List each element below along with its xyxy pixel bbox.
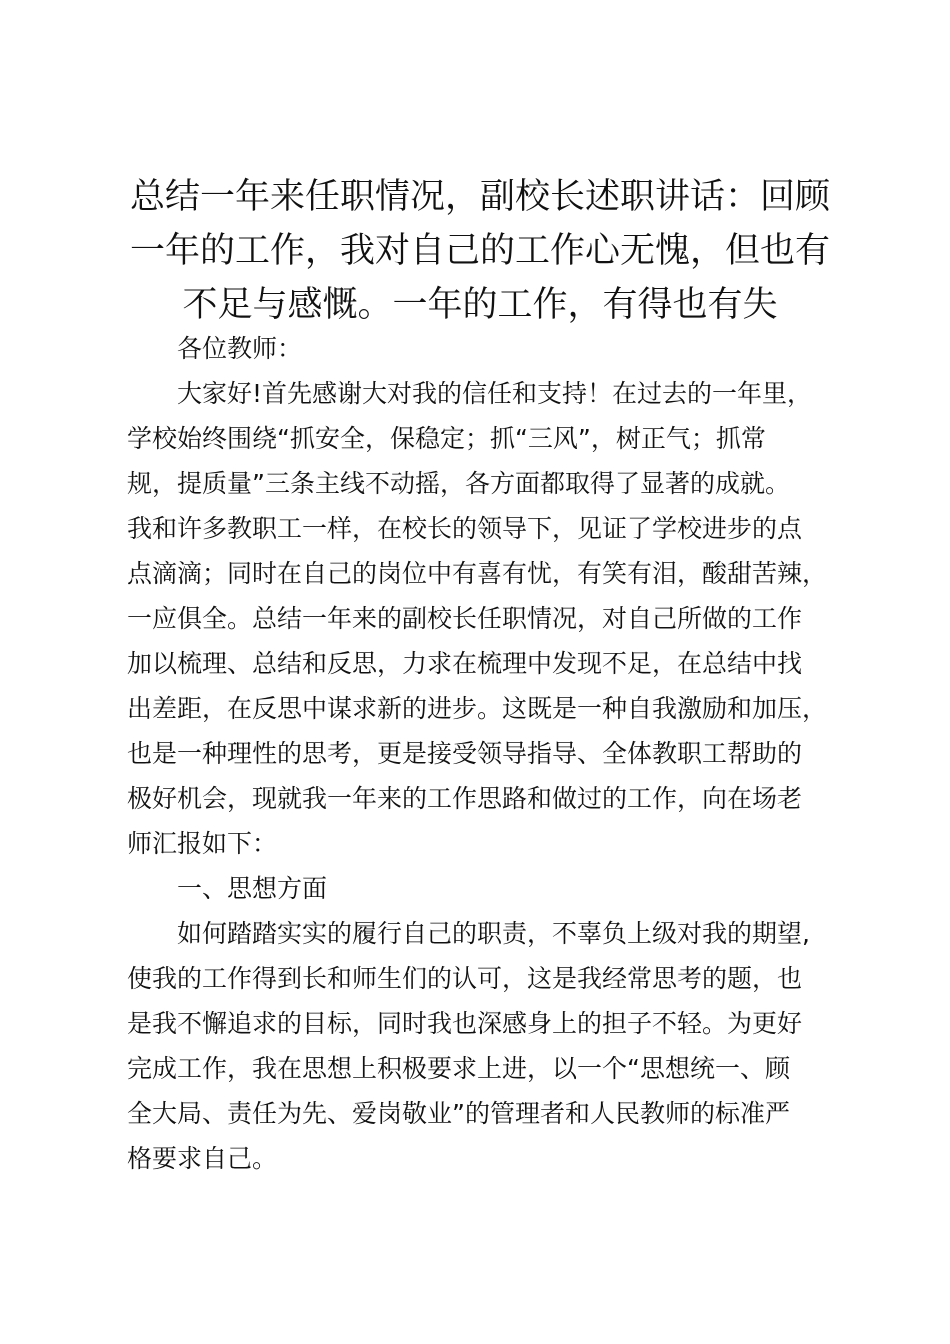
paragraph-line: 学校始终围绕“抓安全，保稳定；抓“三风”，树正气；抓常 (127, 424, 766, 453)
paragraph-line: 极好机会，现就我一年来的工作思路和做过的工作，向在场老 (127, 784, 803, 813)
paragraph-line: 格要求自己。 (127, 1144, 278, 1173)
document-title (120, 170, 840, 332)
paragraph-line: 如何踏踏实实的履行自己的职责，不辜负上级对我的期望, (177, 919, 810, 948)
paragraph-line: 我和许多教职工一样，在校长的领导下，见证了学校进步的点 (127, 514, 803, 543)
paragraph-line: 全大局、责任为先、爱岗敬业”的管理者和人民教师的标准严 (127, 1099, 790, 1128)
paragraph-line: 师汇报如下： (127, 829, 278, 858)
title-line: 总结一年来任职情况，副校长述职讲话：回顾 (129, 177, 830, 217)
document-body (127, 326, 857, 1181)
paragraph-line: 规，提质量”三条主线不动摇，各方面都取得了显著的成就。 (127, 469, 790, 498)
paragraph-line: 点滴滴；同时在自己的岗位中有喜有忧，有笑有泪，酸甜苦辣， (127, 559, 828, 588)
paragraph-line: 是我不懈追求的目标，同时我也深感身上的担子不轻。为更好 (127, 1009, 803, 1038)
paragraph-line: 完成工作，我在思想上积极要求上进，以一个“思想统一、顾 (127, 1054, 790, 1083)
paragraph-line: 加以梳理、总结和反思，力求在梳理中发现不足，在总结中找 (127, 649, 803, 678)
title-line: 不足与感慨。一年的工作，有得也有失 (182, 285, 778, 325)
paragraph-thoughts (127, 911, 857, 1181)
paragraph-line: 出差距，在反思中谋求新的进步。这既是一种自我激励和加压， (127, 694, 828, 723)
section-heading: 一、思想方面 (177, 874, 328, 903)
title-line: 一年的工作，我对自己的工作心无愧，但也有 (129, 231, 830, 271)
greeting: 各位教师： (177, 334, 303, 363)
paragraph-line: 一应俱全。总结一年来的副校长任职情况，对自己所做的工作 (127, 604, 803, 633)
paragraph-line: 大家好!首先感谢大对我的信任和支持！在过去的一年里， (177, 379, 813, 408)
paragraph-line: 使我的工作得到长和师生们的认可，这是我经常思考的题，也 (127, 964, 803, 993)
paragraph-intro (127, 371, 857, 866)
paragraph-line: 也是一种理性的思考，更是接受领导指导、全体教职工帮助的 (127, 739, 803, 768)
